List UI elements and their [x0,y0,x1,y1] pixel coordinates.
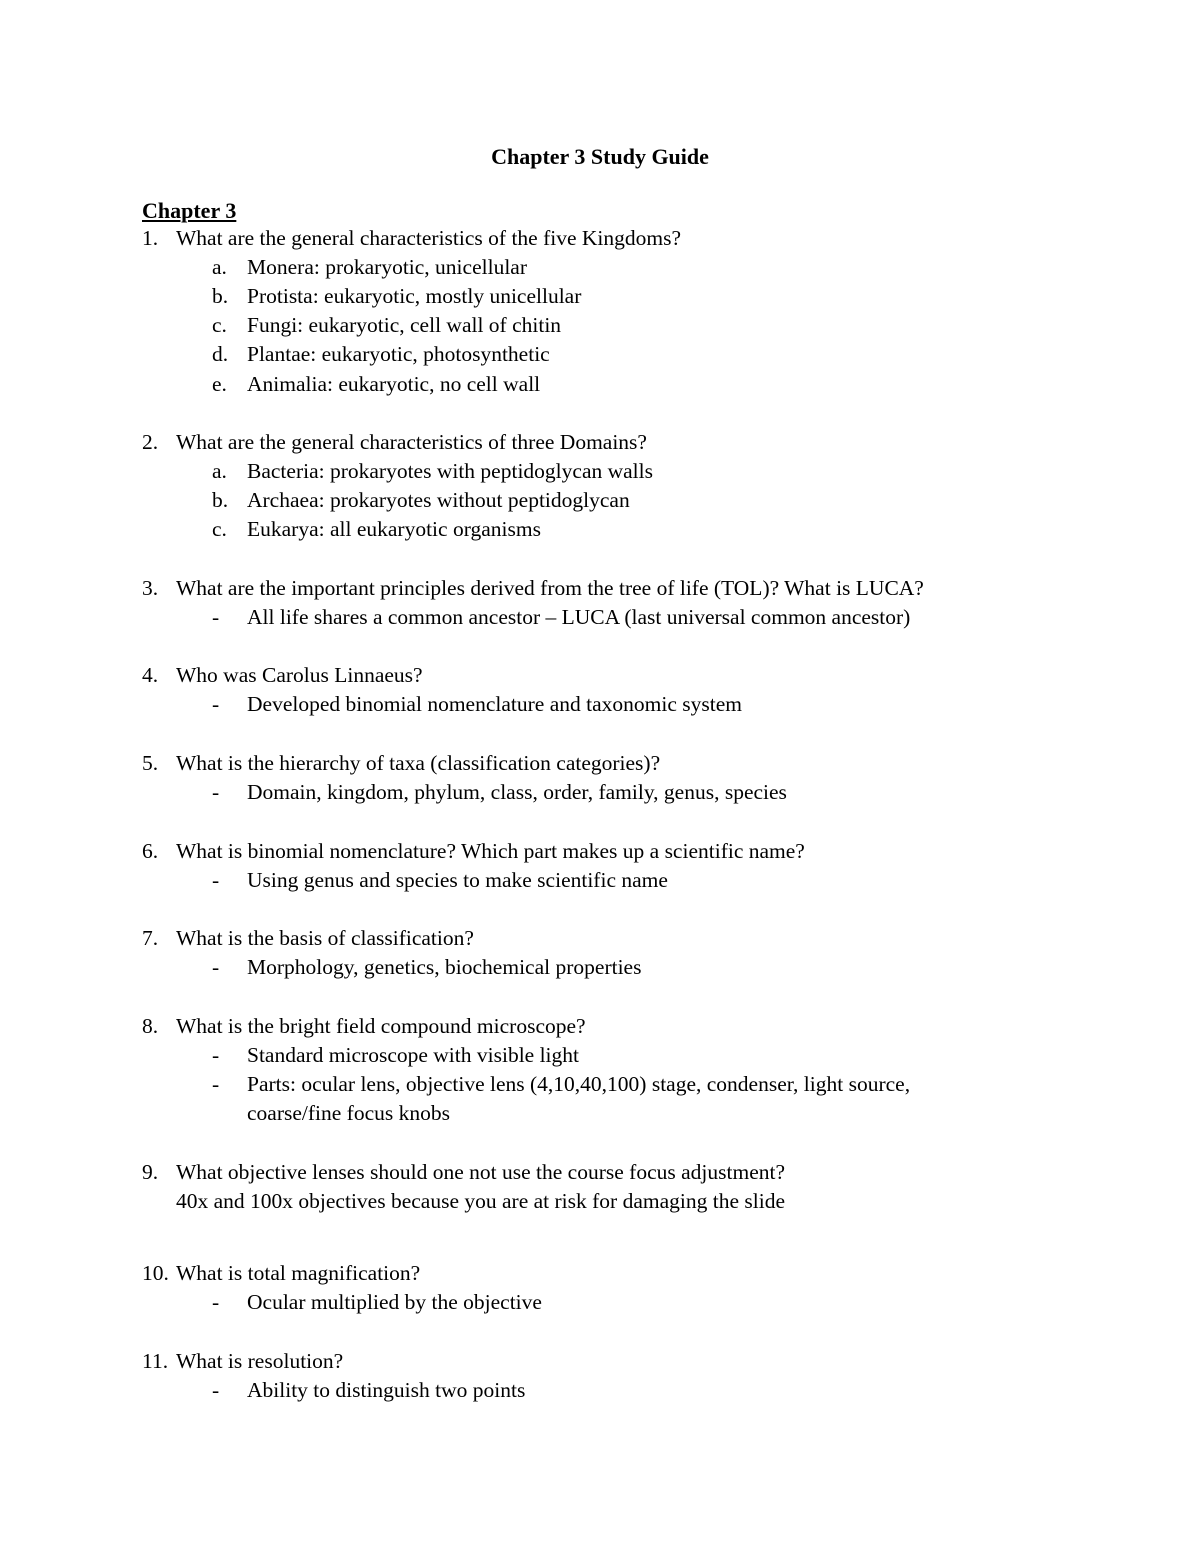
document-title: Chapter 3 Study Guide [491,144,709,169]
question-number: 3. [142,576,159,600]
answer-text: 40x and 100x objectives because you are at risk for damaging the slide [176,1189,785,1213]
answer-text: All life shares a common ancestor – LUCA (last universal common ancestor) [247,605,911,629]
answer-text: Ability to distinguish two points [247,1378,526,1402]
answer-text: Archaea: prokaryotes without peptidoglycan [247,488,630,512]
section-heading: Chapter 3 [142,198,237,223]
question-number: 1. [142,226,159,250]
answer-marker: - [212,605,220,629]
question-text: What is resolution? [176,1349,344,1373]
answer-text: Ocular multiplied by the objective [247,1290,542,1314]
answer-marker: c. [212,313,227,337]
question-number: 2. [142,430,159,454]
question-number: 5. [142,751,159,775]
question-text: What is the basis of classification? [176,926,474,950]
answer-text: Protista: eukaryotic, mostly unicellular [247,284,582,308]
answer-text: Domain, kingdom, phylum, class, order, family, genus, species [247,780,787,804]
answer-marker: - [212,1043,220,1067]
question-text: What is total magnification? [176,1261,421,1285]
question-number: 7. [142,926,159,950]
answer-marker: - [212,692,220,716]
answer-text: Using genus and species to make scientific name [247,868,668,892]
answer-text: Fungi: eukaryotic, cell wall of chitin [247,313,562,337]
answer-marker: - [212,868,220,892]
answer-marker: - [212,1378,220,1402]
answer-text: Eukarya: all eukaryotic organisms [247,517,541,541]
answer-text: Monera: prokaryotic, unicellular [247,255,527,279]
answer-text: Developed binomial nomenclature and taxonomic system [247,692,742,716]
question-number: 10. [142,1261,169,1285]
question-number: 9. [142,1160,159,1184]
question-text: What are the general characteristics of the five Kingdoms? [176,226,682,250]
question-number: 8. [142,1014,159,1038]
question-text: What are the general characteristics of three Domains? [176,430,647,454]
answer-marker: c. [212,517,227,541]
answer-text: coarse/fine focus knobs [247,1101,450,1125]
question-text: What is the bright field compound microscope? [176,1014,586,1038]
question-text: What is the hierarchy of taxa (classification categories)? [176,751,661,775]
answer-continuation [176,1187,785,1216]
answer-text: Bacteria: prokaryotes with peptidoglycan walls [247,459,653,483]
question-text: What are the important principles derived from the tree of life (TOL)? What is LUCA? [176,576,924,600]
answer-marker: e. [212,372,227,396]
answer-marker: - [212,1290,220,1314]
question-number: 11. [142,1349,169,1373]
answer-marker: d. [212,342,229,366]
answer-text: Animalia: eukaryotic, no cell wall [247,372,541,396]
question-text: What is binomial nomenclature? Which part makes up a scientific name? [176,839,805,863]
answer-marker: b. [212,488,229,512]
answer-text: Standard microscope with visible light [247,1043,580,1067]
answer-text: Parts: ocular lens, objective lens (4,10,40,100) stage, condenser, light source, [247,1072,911,1096]
answer-marker: - [212,1072,220,1096]
answer-marker: - [212,955,220,979]
question-text: What objective lenses should one not use the course focus adjustment? [176,1160,786,1184]
question-text: Who was Carolus Linnaeus? [176,663,423,687]
question-number: 4. [142,663,159,687]
answer-text: Morphology, genetics, biochemical properties [247,955,642,979]
answer-marker: - [212,780,220,804]
answer-marker: a. [212,459,227,483]
question-number: 6. [142,839,159,863]
answer-marker: a. [212,255,227,279]
answer-marker: b. [212,284,229,308]
answer-text: Plantae: eukaryotic, photosynthetic [247,342,550,366]
